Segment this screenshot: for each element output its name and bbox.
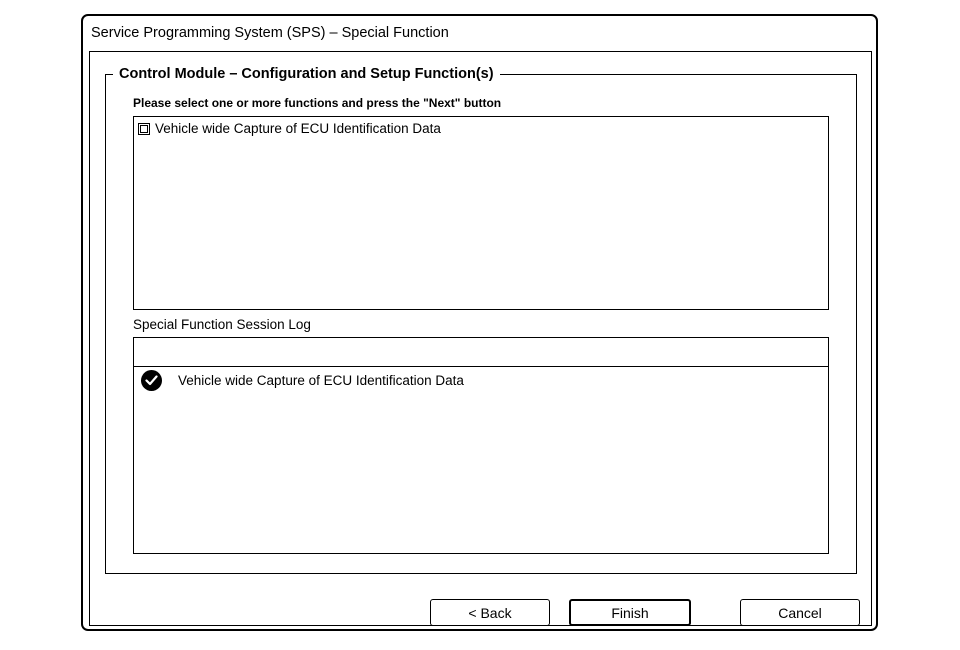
session-log [133,337,829,554]
check-circle-icon [141,370,162,391]
dialog-content-panel [89,51,872,626]
cancel-button[interactable]: Cancel [740,599,860,626]
instruction-text: Please select one or more functions and press the "Next" button [133,96,502,110]
session-log-label: Special Function Session Log [133,317,311,332]
log-entry-text: Vehicle wide Capture of ECU Identification Data [178,373,464,388]
function-list [133,116,829,310]
finish-button[interactable]: Finish [569,599,691,626]
window-title: Service Programming System (SPS) – Special Function [91,25,449,41]
function-list-item[interactable] [138,121,441,136]
configuration-group-box [105,66,857,574]
session-log-header [134,338,828,367]
function-checkbox[interactable] [138,123,150,135]
group-legend: Control Module – Configuration and Setup Function(s) [113,66,500,82]
checkbox-inner-box [140,125,148,133]
back-button[interactable]: < Back [430,599,550,626]
log-entry [141,370,464,391]
sps-dialog-window [81,14,878,631]
function-label: Vehicle wide Capture of ECU Identification Data [155,121,441,136]
checkmark-icon [145,375,158,386]
